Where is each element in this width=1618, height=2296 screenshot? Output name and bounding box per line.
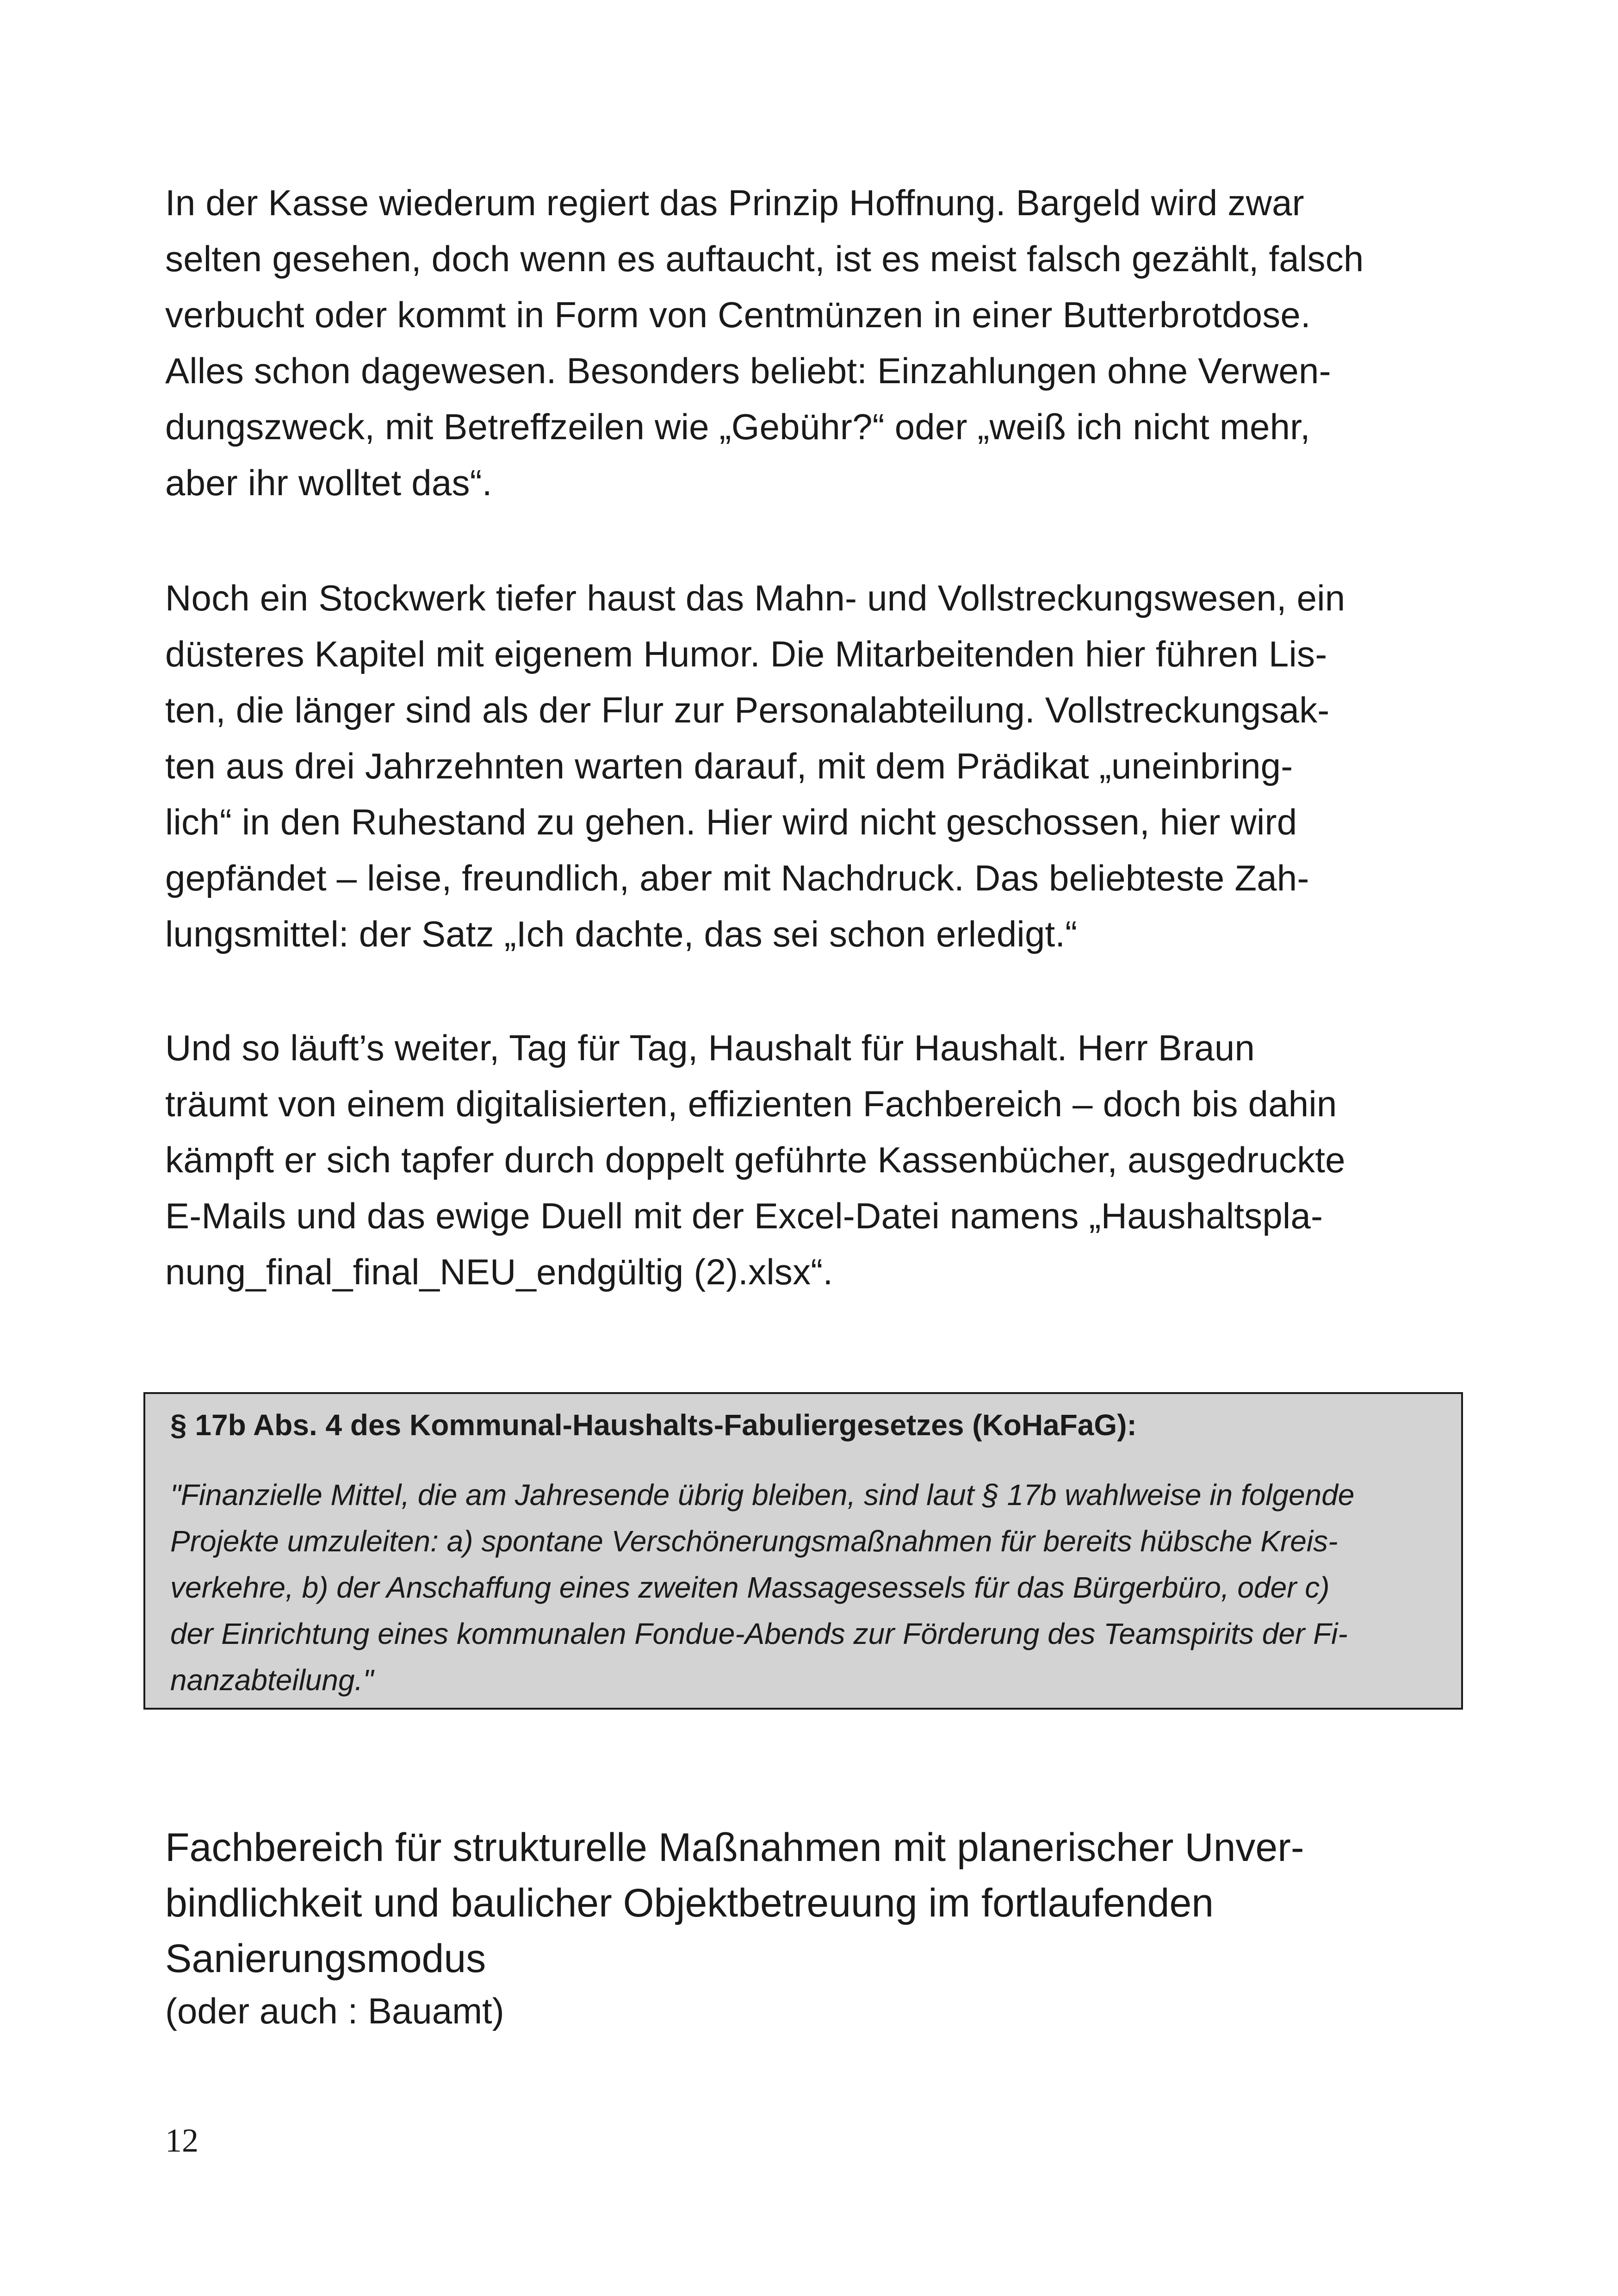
quote-line: nanzabteilung." bbox=[170, 1663, 374, 1697]
page-number: 12 bbox=[165, 2122, 198, 2159]
legal-notice-box bbox=[143, 1392, 1463, 1710]
notice-quote bbox=[170, 1472, 1447, 1703]
paragraph-line: ten, die länger sind als der Flur zur Personalabteilung. Vollstreckungsak- bbox=[165, 690, 1330, 730]
notice-title: § 17b Abs. 4 des Kommunal-Haushalts-Fabuliergesetzes (KoHaFaG): bbox=[170, 1408, 1137, 1442]
paragraph-line: E-Mails und das ewige Duell mit der Excel-Datei namens „Haushaltspla- bbox=[165, 1195, 1323, 1236]
paragraph-herr-braun bbox=[165, 1020, 1456, 1300]
paragraph-line: Noch ein Stockwerk tiefer haust das Mahn- und Vollstreckungswesen, ein bbox=[165, 578, 1345, 618]
quote-line: Projekte umzuleiten: a) spontane Verschönerungsmaßnahmen für bereits hübsche Kreis- bbox=[170, 1524, 1338, 1558]
paragraph-line: selten gesehen, doch wenn es auftaucht, ist es meist falsch gezählt, falsch bbox=[165, 238, 1364, 279]
paragraph-line: Alles schon dagewesen. Besonders beliebt: Einzahlungen ohne Verwen- bbox=[165, 350, 1331, 391]
heading-line: Fachbereich für strukturelle Maßnahmen mit planerischer Unver- bbox=[165, 1825, 1304, 1870]
paragraph-line: In der Kasse wiederum regiert das Prinzip Hoffnung. Bargeld wird zwar bbox=[165, 182, 1304, 223]
section-heading bbox=[165, 1820, 1461, 1986]
paragraph-line: lungsmittel: der Satz „Ich dachte, das sei schon erledigt.“ bbox=[165, 914, 1078, 954]
paragraph-line: träumt von einem digitalisierten, effizienten Fachbereich – doch bis dahin bbox=[165, 1083, 1337, 1124]
paragraph-line: ten aus drei Jahrzehnten warten darauf, mit dem Prädikat „uneinbring- bbox=[165, 746, 1293, 786]
paragraph-vollstreckung bbox=[165, 570, 1456, 962]
paragraph-line: Und so läuft’s weiter, Tag für Tag, Haushalt für Haushalt. Herr Braun bbox=[165, 1027, 1255, 1068]
paragraph-line: aber ihr wolltet das“. bbox=[165, 462, 492, 503]
paragraph-line: lich“ in den Ruhestand zu gehen. Hier wird nicht geschossen, hier wird bbox=[165, 802, 1297, 842]
paragraph-line: dungszweck, mit Betreffzeilen wie „Gebühr?“ oder „weiß ich nicht mehr, bbox=[165, 406, 1310, 447]
quote-line: der Einrichtung eines kommunalen Fondue-Abends zur Förderung des Teamspirits der Fi- bbox=[170, 1617, 1348, 1650]
paragraph-line: düsteres Kapitel mit eigenem Humor. Die Mitarbeitenden hier führen Lis- bbox=[165, 634, 1327, 674]
section-subtitle: (oder auch : Bauamt) bbox=[165, 1991, 504, 2031]
quote-line: verkehre, b) der Anschaffung eines zweiten Massagesessels für das Bürgerbüro, oder c) bbox=[170, 1571, 1330, 1604]
paragraph-line: nung_final_final_NEU_endgültig (2).xlsx“. bbox=[165, 1251, 833, 1292]
heading-line: Sanierungsmodus bbox=[165, 1936, 486, 1981]
paragraph-kasse bbox=[165, 175, 1456, 511]
quote-line: "Finanzielle Mittel, die am Jahresende übrig bleiben, sind laut § 17b wahlweise in folgende bbox=[170, 1478, 1355, 1512]
heading-line: bindlichkeit und baulicher Objektbetreuung im fortlaufenden bbox=[165, 1881, 1214, 1925]
paragraph-line: verbucht oder kommt in Form von Centmünzen in einer Butterbrotdose. bbox=[165, 294, 1311, 335]
paragraph-line: gepfändet – leise, freundlich, aber mit Nachdruck. Das beliebteste Zah- bbox=[165, 858, 1309, 898]
paragraph-line: kämpft er sich tapfer durch doppelt geführte Kassenbücher, ausgedruckte bbox=[165, 1139, 1345, 1180]
